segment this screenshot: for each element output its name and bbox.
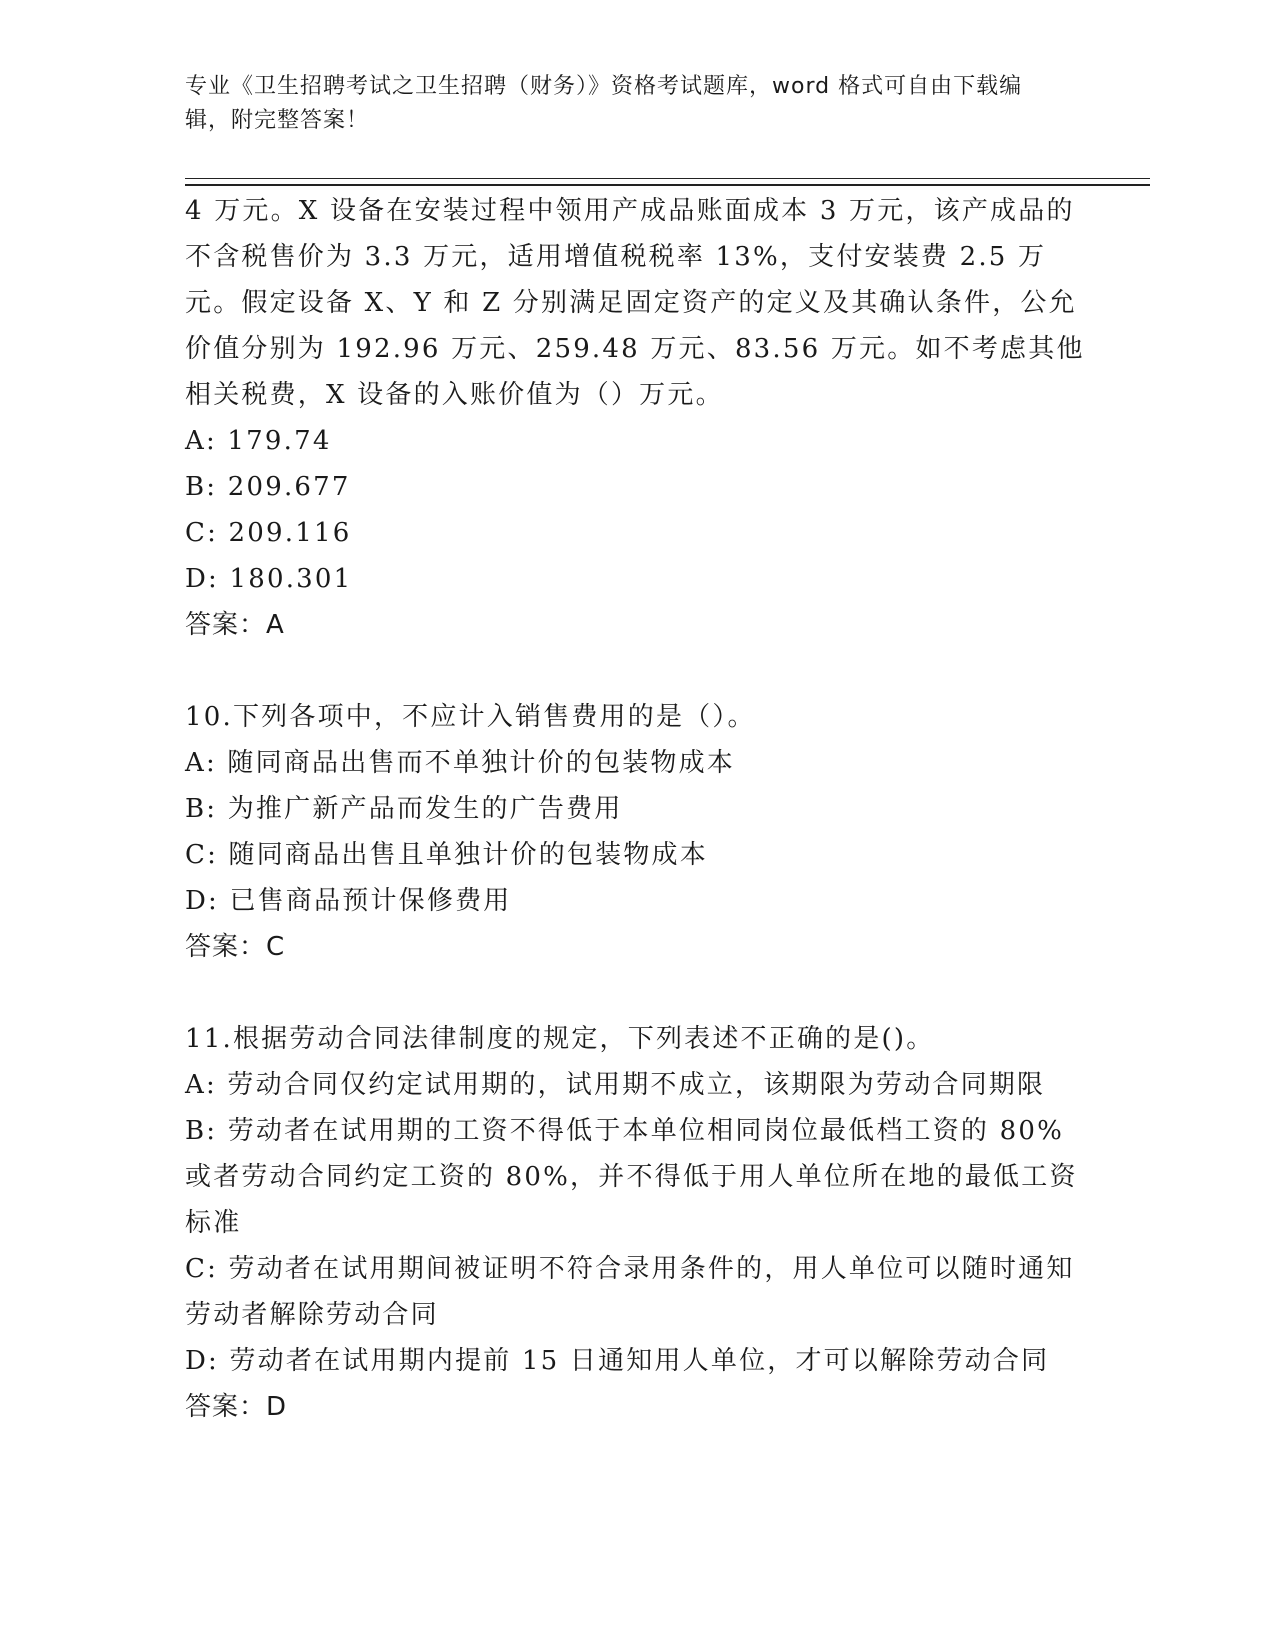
option-d: D: 劳动者在试用期内提前 15 日通知用人单位，才可以解除劳动合同 (185, 1346, 1050, 1376)
question-stem: 10.下列各项中，不应计入销售费用的是（）。 (185, 702, 756, 732)
header-divider-thick (185, 184, 1150, 186)
question-body (185, 188, 1085, 1430)
option-c: C: 209.116 (185, 518, 352, 548)
question-10 (185, 694, 1085, 970)
option-b: B: 劳动者在试用期的工资不得低于本单位相同岗位最低档工资的 80%或者劳动合同约定工资的 80%，并不得低于用人单位所在地的最低工资标准 (185, 1116, 1078, 1238)
option-a: A: 随同商品出售而不单独计价的包装物成本 (185, 748, 736, 778)
option-c: C: 随同商品出售且单独计价的包装物成本 (185, 840, 708, 870)
spacer (185, 648, 1085, 694)
question-stem: 4 万元。X 设备在安装过程中领用产成品账面成本 3 万元，该产成品的不含税售价为 3.3 万元，适用增值税税率 13%，支付安装费 2.5 万元。假定设备 X、Y 和 Z 分别满足固定资产的定义及其确认条件，公允价值分别为 192.96 万元、259.48 万元、83.56 万元。如不考虑其他相关税费，X 设备的入账价值为（）万元。 (185, 196, 1085, 410)
option-b: B: 为推广新产品而发生的广告费用 (185, 794, 623, 824)
option-d: D: 180.301 (185, 564, 353, 594)
question-9 (185, 188, 1085, 648)
option-d: D: 已售商品预计保修费用 (185, 886, 512, 916)
page-header: 专业《卫生招聘考试之卫生招聘（财务）》资格考试题库，word 格式可自由下载编辑，附完整答案！ (185, 74, 1023, 133)
header-divider-thin (185, 178, 1150, 179)
option-a: A: 179.74 (185, 426, 332, 456)
option-a: A: 劳动合同仅约定试用期的，试用期不成立，该期限为劳动合同期限 (185, 1070, 1046, 1100)
answer: 答案：D (185, 1392, 288, 1422)
option-b: B: 209.677 (185, 472, 351, 502)
option-c: C: 劳动者在试用期间被证明不符合录用条件的，用人单位可以随时通知劳动者解除劳动合同 (185, 1254, 1075, 1330)
spacer (185, 970, 1085, 1016)
answer: 答案：C (185, 932, 286, 962)
answer: 答案：A (185, 610, 285, 640)
question-stem: 11.根据劳动合同法律制度的规定，下列表述不正确的是()。 (185, 1024, 935, 1054)
question-11 (185, 1016, 1085, 1430)
